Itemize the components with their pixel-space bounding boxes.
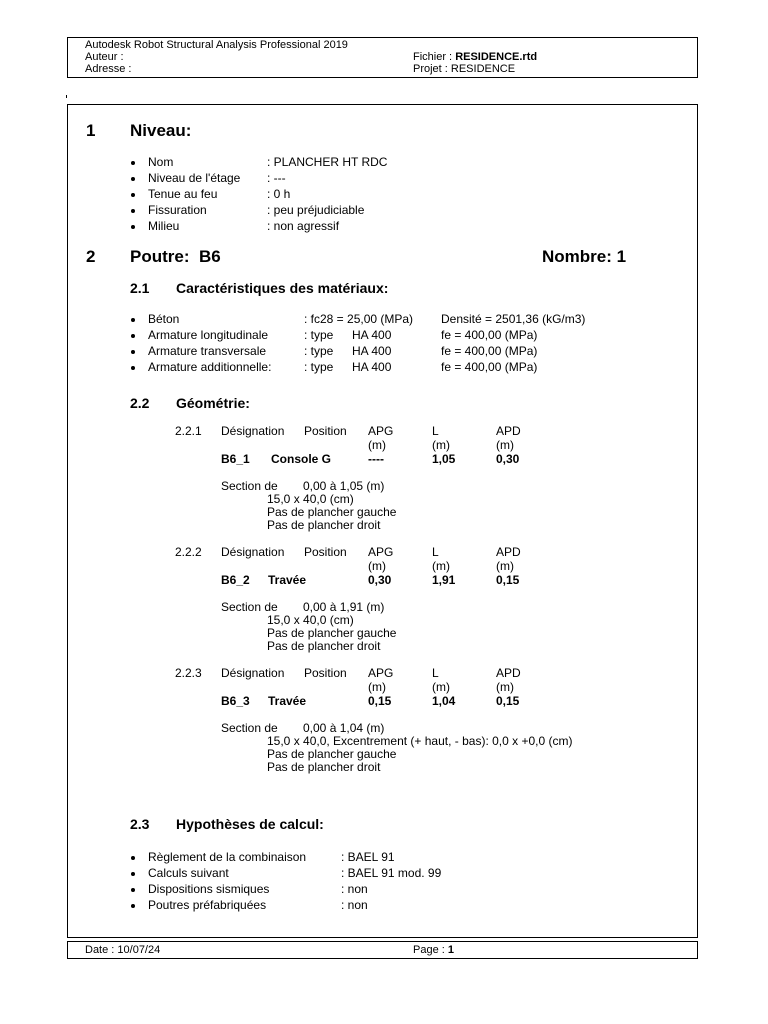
right-slab-note: Pas de plancher droit <box>267 760 381 774</box>
bullet-icon <box>131 209 135 213</box>
report-header <box>67 37 698 78</box>
bullet-icon <box>131 193 135 197</box>
bullet-icon <box>131 161 135 165</box>
left-slab-note: Pas de plancher gauche <box>267 505 397 519</box>
section-2-number: 2 <box>86 247 96 266</box>
bullet-icon <box>131 366 135 370</box>
header-apd: APD <box>496 666 521 680</box>
section-1-number: 1 <box>86 121 96 140</box>
span-number: 2.2.1 <box>175 424 202 438</box>
unit-length: (m) <box>432 680 450 694</box>
report-footer <box>67 941 698 959</box>
material-name: Armature additionnelle: <box>148 360 272 374</box>
left-slab-note: Pas de plancher gauche <box>267 747 397 761</box>
file-label: Fichier : <box>413 51 456 63</box>
unit-apd: (m) <box>496 680 514 694</box>
unit-length: (m) <box>432 438 450 452</box>
header-designation: Désignation <box>221 424 285 438</box>
unit-apg: (m) <box>368 438 386 452</box>
property-value: : --- <box>267 171 286 185</box>
report-date: Date : 10/07/24 <box>85 944 161 956</box>
margin-mark <box>66 95 67 98</box>
subsection-2-2-title: Géométrie: <box>176 395 250 411</box>
span-length: 1,91 <box>432 573 456 587</box>
span-apd: 0,30 <box>496 452 520 466</box>
span-name: B6_3 <box>221 694 250 708</box>
hypothesis-value: : BAEL 91 <box>341 850 395 864</box>
unit-apg: (m) <box>368 680 386 694</box>
property-label: Fissuration <box>148 203 207 217</box>
span-apd: 0,15 <box>496 573 520 587</box>
span-number: 2.2.3 <box>175 666 202 680</box>
material-property: fe = 400,00 (MPa) <box>441 344 538 358</box>
section-range: 0,00 à 1,05 (m) <box>303 479 385 493</box>
material-property: Densité = 2501,36 (kG/m3) <box>441 312 586 326</box>
header-length: L <box>432 545 439 559</box>
material-grade: HA 400 <box>352 360 392 374</box>
material-spec: : type <box>304 360 334 374</box>
material-grade: HA 400 <box>352 344 392 358</box>
section-range: 0,00 à 1,04 (m) <box>303 721 385 735</box>
header-apg: APG <box>368 666 394 680</box>
header-position: Position <box>304 545 347 559</box>
span-name: B6_2 <box>221 573 250 587</box>
project-info: Projet : RESIDENCE <box>413 63 516 75</box>
span-apg: ---- <box>368 452 384 466</box>
header-position: Position <box>304 424 347 438</box>
header-apd: APD <box>496 424 521 438</box>
span-apg: 0,30 <box>368 573 392 587</box>
span-position: Travée <box>268 694 307 708</box>
bullet-icon <box>131 856 135 860</box>
material-property: fe = 400,00 (MPa) <box>441 360 538 374</box>
bullet-icon <box>131 872 135 876</box>
hypothesis-label: Poutres préfabriquées <box>148 898 267 912</box>
right-slab-note: Pas de plancher droit <box>267 639 381 653</box>
bullet-icon <box>131 350 135 354</box>
hypothesis-label: Règlement de la combinaison <box>148 850 307 864</box>
page-label: Page : <box>413 944 448 956</box>
section-dimensions: 15,0 x 40,0, Excentrement (+ haut, - bas): 0,0 x +0,0 (cm) <box>267 734 573 748</box>
bullet-icon <box>131 177 135 181</box>
section-dimensions: 15,0 x 40,0 (cm) <box>267 492 354 506</box>
material-spec: : fc28 = 25,00 (MPa) <box>304 312 414 326</box>
header-apd: APD <box>496 545 521 559</box>
span-position: Console G <box>271 452 332 466</box>
section-label: Section de <box>221 479 278 493</box>
unit-apd: (m) <box>496 559 514 573</box>
span-length: 1,04 <box>432 694 456 708</box>
subsection-2-3-title: Hypothèses de calcul: <box>176 816 324 832</box>
hypothesis-label: Dispositions sismiques <box>148 882 270 896</box>
unit-apg: (m) <box>368 559 386 573</box>
hypothesis-value: : non <box>341 898 368 912</box>
page-number <box>413 944 454 957</box>
hypothesis-value: : non <box>341 882 368 896</box>
header-length: L <box>432 666 439 680</box>
property-value: : 0 h <box>267 187 291 201</box>
span-name: B6_1 <box>221 452 250 466</box>
bullet-icon <box>131 888 135 892</box>
property-label: Milieu <box>148 219 180 233</box>
span-apg: 0,15 <box>368 694 392 708</box>
beam-name: B6 <box>198 247 221 266</box>
header-length: L <box>432 424 439 438</box>
beam-count: Nombre: 1 <box>542 247 627 266</box>
page-value: 1 <box>447 944 454 956</box>
material-grade: HA 400 <box>352 328 392 342</box>
software-name: Autodesk Robot Structural Analysis Professional 2019 <box>85 39 348 51</box>
span-length: 1,05 <box>432 452 456 466</box>
section-dimensions: 15,0 x 40,0 (cm) <box>267 613 354 627</box>
span-number: 2.2.2 <box>175 545 202 559</box>
property-value: : PLANCHER HT RDC <box>267 155 388 169</box>
bullet-icon <box>131 334 135 338</box>
beam-label: Poutre: <box>130 247 190 266</box>
hypothesis-value: : BAEL 91 mod. 99 <box>341 866 442 880</box>
header-apg: APG <box>368 545 394 559</box>
hypothesis-label: Calculs suivant <box>148 866 229 880</box>
bullet-icon <box>131 225 135 229</box>
material-property: fe = 400,00 (MPa) <box>441 328 538 342</box>
header-designation: Désignation <box>221 666 285 680</box>
right-slab-note: Pas de plancher droit <box>267 518 381 532</box>
material-name: Armature transversale <box>148 344 267 358</box>
unit-length: (m) <box>432 559 450 573</box>
material-name: Béton <box>148 312 180 326</box>
property-label: Niveau de l'étage <box>148 171 241 185</box>
left-slab-note: Pas de plancher gauche <box>267 626 397 640</box>
span-apd: 0,15 <box>496 694 520 708</box>
subsection-2-3-number: 2.3 <box>130 816 150 832</box>
property-value: : non agressif <box>267 219 340 233</box>
material-spec: : type <box>304 328 334 342</box>
section-range: 0,00 à 1,91 (m) <box>303 600 385 614</box>
subsection-2-1-title: Caractéristiques des matériaux: <box>176 280 389 296</box>
unit-apd: (m) <box>496 438 514 452</box>
subsection-2-1-number: 2.1 <box>130 280 150 296</box>
header-designation: Désignation <box>221 545 285 559</box>
file-name: RESIDENCE.rtd <box>455 51 538 63</box>
author-label: Auteur : <box>85 51 124 63</box>
subsection-2-2-number: 2.2 <box>130 395 150 411</box>
property-value: : peu préjudiciable <box>267 203 365 217</box>
header-apg: APG <box>368 424 394 438</box>
header-position: Position <box>304 666 347 680</box>
section-label: Section de <box>221 721 278 735</box>
bullet-icon <box>131 904 135 908</box>
section-2-title <box>130 247 221 267</box>
section-1-title: Niveau: <box>130 121 192 140</box>
material-spec: : type <box>304 344 334 358</box>
property-label: Tenue au feu <box>148 187 218 201</box>
address-label: Adresse : <box>85 63 132 75</box>
bullet-icon <box>131 318 135 322</box>
span-position: Travée <box>268 573 307 587</box>
material-name: Armature longitudinale <box>148 328 269 342</box>
property-label: Nom <box>148 155 174 169</box>
section-label: Section de <box>221 600 278 614</box>
